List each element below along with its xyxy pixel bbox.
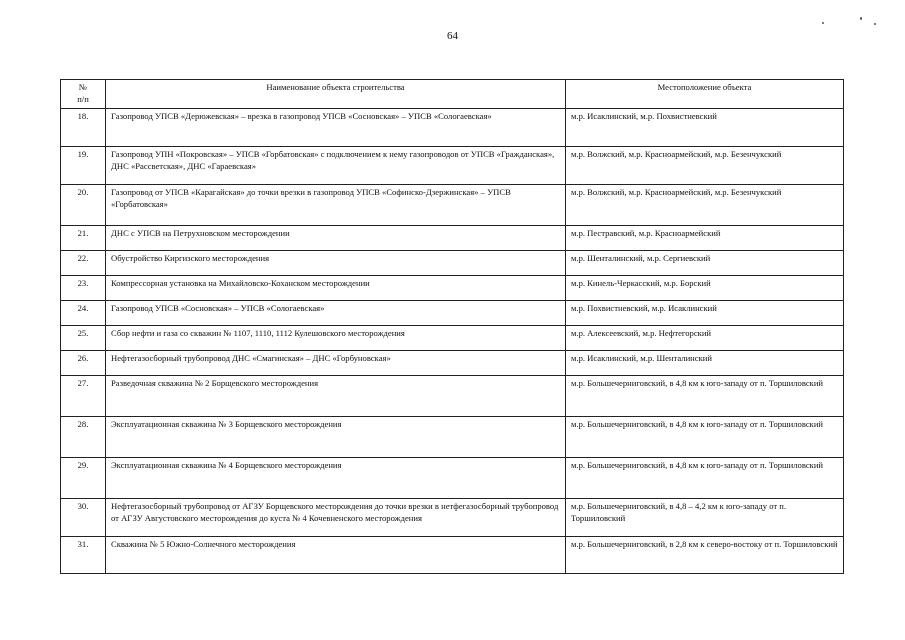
object-name: Газопровод УПСВ «Дерюжевская» – врезка в газопровод УПСВ «Сосновская» – УПСВ «Сологаевская» — [106, 109, 566, 147]
row-number: 22. — [61, 251, 106, 276]
table-row — [61, 417, 844, 458]
table-row — [61, 458, 844, 499]
object-name: Газопровод УПСВ «Сосновская» – УПСВ «Сологаевская» — [106, 301, 566, 326]
object-location: м.р. Большечерниговский, в 4,8 км к юго-западу от п. Торшиловский — [566, 458, 844, 499]
table-row — [61, 147, 844, 185]
table-row — [61, 185, 844, 226]
row-number: 29. — [61, 458, 106, 499]
object-name: Скважина № 5 Южно-Солнечного месторождения — [106, 537, 566, 574]
row-number: 31. — [61, 537, 106, 574]
row-number: 20. — [61, 185, 106, 226]
scan-speck — [822, 22, 824, 24]
object-name: ДНС с УПСВ на Петрухновском месторождении — [106, 226, 566, 251]
object-location: м.р. Большечерниговский, в 4,8 – 4,2 км к юго-западу от п. Торшиловский — [566, 499, 844, 537]
object-name: Газопровод от УПСВ «Карагайская» до точки врезки в газопровод УПСВ «Софинско-Дзержинская» – УПСВ «Горбатовская» — [106, 185, 566, 226]
header-number: № п/п — [61, 80, 106, 109]
object-name: Эксплуатационная скважина № 4 Борщевского месторождения — [106, 458, 566, 499]
table-row — [61, 251, 844, 276]
object-name: Нефтегазосборный трубопровод ДНС «Смагинская» – ДНС «Горбуновская» — [106, 351, 566, 376]
row-number: 23. — [61, 276, 106, 301]
scan-speck — [860, 17, 862, 20]
table-row — [61, 276, 844, 301]
object-location: м.р. Волжский, м.р. Красноармейский, м.р. Безенчукский — [566, 185, 844, 226]
table-row — [61, 499, 844, 537]
object-name: Эксплуатационная скважина № 3 Борщевского месторождения — [106, 417, 566, 458]
object-location: м.р. Алексеевский, м.р. Нефтегорский — [566, 326, 844, 351]
table-header-row — [61, 80, 844, 109]
object-location: м.р. Большечерниговский, в 4,8 км к юго-западу от п. Торшиловский — [566, 376, 844, 417]
table-row — [61, 326, 844, 351]
header-location: Местоположение объекта — [566, 80, 844, 109]
object-name: Разведочная скважина № 2 Борщевского месторождения — [106, 376, 566, 417]
object-location: м.р. Кинель-Черкасский, м.р. Борский — [566, 276, 844, 301]
object-name: Компрессорная установка на Михайловско-Коханском месторождении — [106, 276, 566, 301]
table-row — [61, 376, 844, 417]
table-row — [61, 226, 844, 251]
row-number: 28. — [61, 417, 106, 458]
row-number: 30. — [61, 499, 106, 537]
object-location: м.р. Пестравский, м.р. Красноармейский — [566, 226, 844, 251]
table-row — [61, 351, 844, 376]
row-number: 24. — [61, 301, 106, 326]
object-location: м.р. Исаклинский, м.р. Шенталинский — [566, 351, 844, 376]
table-row — [61, 109, 844, 147]
table-row — [61, 537, 844, 574]
scan-speck — [874, 23, 876, 25]
row-number: 21. — [61, 226, 106, 251]
row-number: 26. — [61, 351, 106, 376]
object-name: Сбор нефти и газа со скважин № 1107, 1110, 1112 Кулешовского месторождения — [106, 326, 566, 351]
row-number: 25. — [61, 326, 106, 351]
object-location: м.р. Исаклинский, м.р. Похвистневский — [566, 109, 844, 147]
object-location: м.р. Волжский, м.р. Красноармейский, м.р. Безенчукский — [566, 147, 844, 185]
object-name: Газопровод УПН «Покровская» – УПСВ «Горбатовская» с подключением к нему газопроводов от УПСВ «Гражданская», ДНС «Рассветская», ДНС «Гараевская» — [106, 147, 566, 185]
header-object-name: Наименование объекта строительства — [106, 80, 566, 109]
object-name: Нефтегазосборный трубопровод от АГЗУ Борщевского месторождения до точки врезки в нетфегазосборный трубопровод от АГЗУ Августовского месторождения до куста № 4 Кочевненского месторождения — [106, 499, 566, 537]
object-name: Обустройство Киргизского месторождения — [106, 251, 566, 276]
object-location: м.р. Похвистневский, м.р. Исаклинский — [566, 301, 844, 326]
row-number: 27. — [61, 376, 106, 417]
object-location: м.р. Большечерниговский, в 4,8 км к юго-западу от п. Торшиловский — [566, 417, 844, 458]
object-location: м.р. Шенталинский, м.р. Сергиевский — [566, 251, 844, 276]
row-number: 19. — [61, 147, 106, 185]
row-number: 18. — [61, 109, 106, 147]
page-number: 64 — [447, 30, 458, 42]
table-row — [61, 301, 844, 326]
object-location: м.р. Большечерниговский, в 2,8 км к северо-востоку от п. Торшиловский — [566, 537, 844, 574]
objects-table — [60, 79, 844, 574]
